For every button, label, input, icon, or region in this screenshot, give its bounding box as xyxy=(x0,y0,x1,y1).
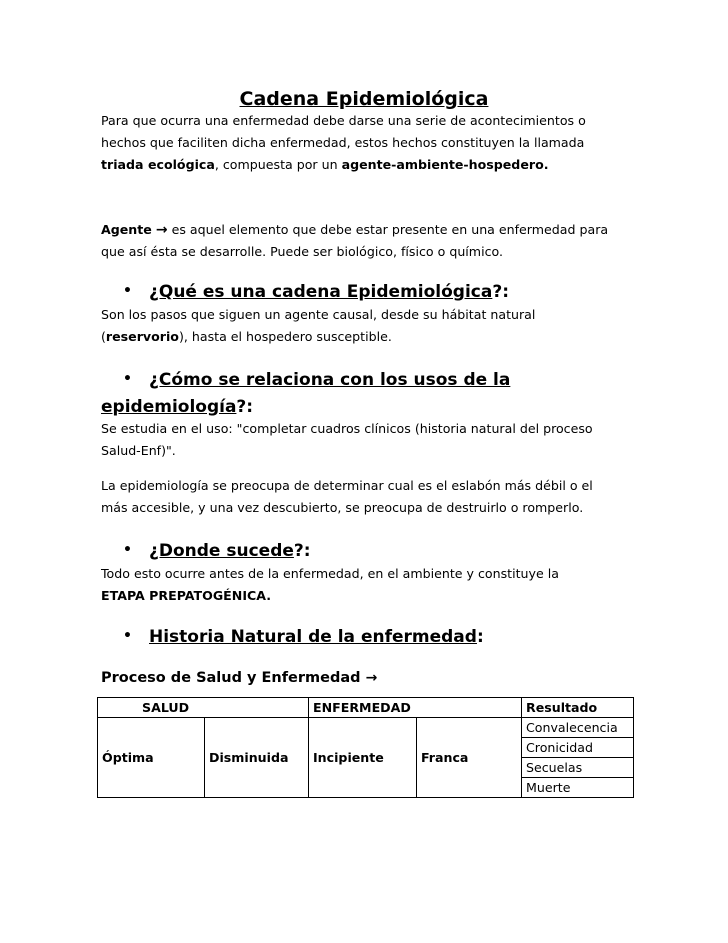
section-heading-donde xyxy=(101,537,641,565)
disminuida-cell: Disminuida xyxy=(205,718,309,798)
intro-line-3-text: , compuesta por un xyxy=(214,157,342,172)
agente-term: Agente xyxy=(101,222,152,237)
usos-line-2: Salud-Enf)". xyxy=(101,443,176,458)
intro-line-3 xyxy=(101,154,641,176)
heading-usos-text: ¿Cómo se relaciona con los usos de la xyxy=(149,370,511,390)
agente-line-1 xyxy=(101,219,641,241)
optima-cell: Óptima xyxy=(98,718,205,798)
resultado-cell: Muerte xyxy=(522,778,634,798)
table-row xyxy=(98,718,634,738)
intro-paragraph xyxy=(101,110,641,176)
section-heading-cadena xyxy=(101,278,641,306)
usos-paragraph xyxy=(101,418,641,462)
incipiente-cell: Incipiente xyxy=(309,718,417,798)
bullet-icon: • xyxy=(123,542,132,558)
donde-paragraph xyxy=(101,563,641,607)
bullet-icon: • xyxy=(123,283,132,299)
resultado-cell: Convalecencia xyxy=(522,718,634,738)
proceso-label xyxy=(101,670,377,686)
enfermedad-header: ENFERMEDAD xyxy=(309,698,522,718)
agente-paragraph xyxy=(101,219,641,263)
section-heading-historia xyxy=(101,623,641,651)
document-title: Cadena Epidemiológica xyxy=(239,88,489,110)
donde-line-1: Todo esto ocurre antes de la enfermedad, en el ambiente y constituye la xyxy=(101,566,559,581)
cadena-line-2-text: ), hasta el hospedero susceptible. xyxy=(178,329,392,344)
heading-cadena-suffix: ?: xyxy=(492,282,510,302)
cadena-line-1: Son los pasos que siguen un agente causal, desde su hábitat natural xyxy=(101,307,536,322)
heading-historia-text: Historia Natural de la enfermedad xyxy=(149,627,477,647)
section-heading-usos xyxy=(101,366,641,421)
heading-epidemiologia-text: epidemiología xyxy=(101,397,237,417)
bullet-icon: • xyxy=(123,371,132,387)
eslabon-line-2: más accesible, y una vez descubierto, se preocupa de destruirlo o romperlo. xyxy=(101,500,584,515)
bullet-icon: • xyxy=(123,628,132,644)
eslabon-paragraph xyxy=(101,475,641,519)
intro-line-2: hechos que faciliten dicha enfermedad, estos hechos constituyen la llamada xyxy=(101,135,585,150)
heading-usos-line-1 xyxy=(101,366,641,394)
cadena-line-2 xyxy=(101,326,641,348)
proceso-text: Proceso de Salud y Enfermedad xyxy=(101,670,361,686)
heading-historia-suffix: : xyxy=(476,627,484,647)
agente-line-2: que así ésta se desarrolle. Puede ser biológico, físico o químico. xyxy=(101,244,503,259)
heading-cadena-text: ¿Qué es una cadena Epidemiológica xyxy=(149,282,493,302)
right-arrow-icon: → xyxy=(155,222,168,238)
donde-line-2 xyxy=(101,585,641,607)
salud-header: SALUD xyxy=(98,698,309,718)
heading-usos-line-2 xyxy=(101,394,641,421)
table-row xyxy=(98,698,634,718)
triada-term: triada ecológica xyxy=(101,157,215,172)
right-arrow-icon: → xyxy=(365,670,378,686)
resultado-cell: Cronicidad xyxy=(522,738,634,758)
resultado-header: Resultado xyxy=(522,698,634,718)
proceso-table xyxy=(97,697,634,798)
resultado-cell: Secuelas xyxy=(522,758,634,778)
agente-line-1-text: es aquel elemento que debe estar presente en una enfermedad para xyxy=(167,222,609,237)
franca-cell: Franca xyxy=(417,718,522,798)
heading-usos-suffix: ?: xyxy=(236,397,254,417)
reservorio-term: reservorio xyxy=(105,329,179,344)
etapa-prepatogenica-term: ETAPA PREPATOGÉNICA. xyxy=(101,588,272,603)
heading-donde-suffix: ?: xyxy=(293,541,311,561)
eslabon-line-1: La epidemiología se preocupa de determinar cual es el eslabón más débil o el xyxy=(101,478,593,493)
paren-open: ( xyxy=(101,329,106,344)
usos-line-1: Se estudia en el uso: "completar cuadros clínicos (historia natural del proceso xyxy=(101,421,593,436)
heading-donde-text: ¿Donde sucede xyxy=(149,541,294,561)
cadena-paragraph xyxy=(101,304,641,348)
agente-ambiente-term: agente-ambiente-hospedero. xyxy=(341,157,549,172)
intro-line-1: Para que ocurra una enfermedad debe darse una serie de acontecimientos o xyxy=(101,113,586,128)
